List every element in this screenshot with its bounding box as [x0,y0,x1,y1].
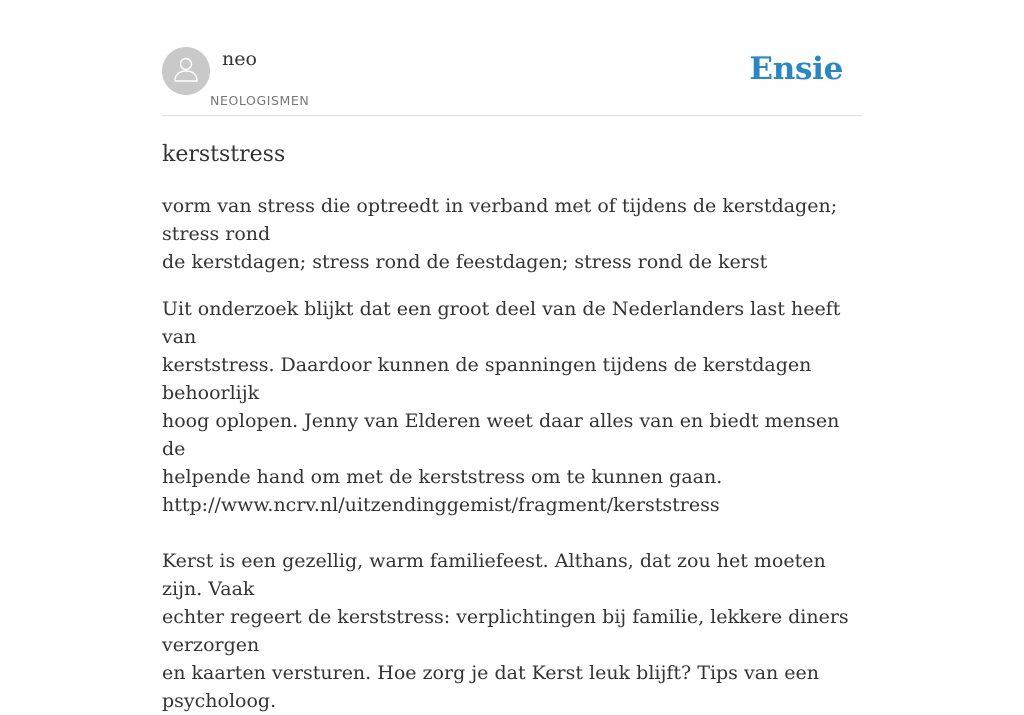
example-line: Kerst is een gezellig, warm familiefeest. Althans, dat zou het moeten zijn. Vaak [162,550,826,600]
entry-term: kerststress [162,142,286,167]
example-line: hoog oplopen. Jenny van Elderen weet daar alles van en biedt mensen de [162,410,840,460]
category-label[interactable]: NEOLOGISMEN [210,93,310,108]
user-icon [171,54,201,88]
example-line: en kaarten versturen. Hoe zorg je dat Kerst leuk blijft? Tips van een psycholoog. [162,662,820,712]
definition-line: de kerstdagen; stress rond de feestdagen; stress rond de kerst [162,251,768,273]
source-url: http://www.ncrv.nl/uitzendinggemist/fragment/kerststress [162,494,720,516]
example-line: kerststress. Daardoor kunnen de spanningen tijdens de kerstdagen behoorlijk [162,354,812,404]
entry-example [162,295,862,715]
entry-header [162,47,862,115]
definition-line: vorm van stress die optreedt in verband met of tijdens de kerstdagen; stress rond [162,195,838,245]
author-name[interactable]: neo [222,48,257,70]
example-line: helpende hand om met de kerststress om te kunnen gaan. [162,466,723,488]
avatar[interactable] [162,47,210,95]
example-line: Uit onderzoek blijkt dat een groot deel van de Nederlanders last heeft van [162,298,841,348]
example-line: echter regeert de kerststress: verplichtingen bij familie, lekkere diners verzorgen [162,606,849,656]
entry-content [162,140,862,715]
paragraph-gap [162,519,862,547]
entry-definition [162,192,862,276]
header-divider [162,115,862,116]
ensie-logo[interactable]: Ensie [749,51,843,87]
